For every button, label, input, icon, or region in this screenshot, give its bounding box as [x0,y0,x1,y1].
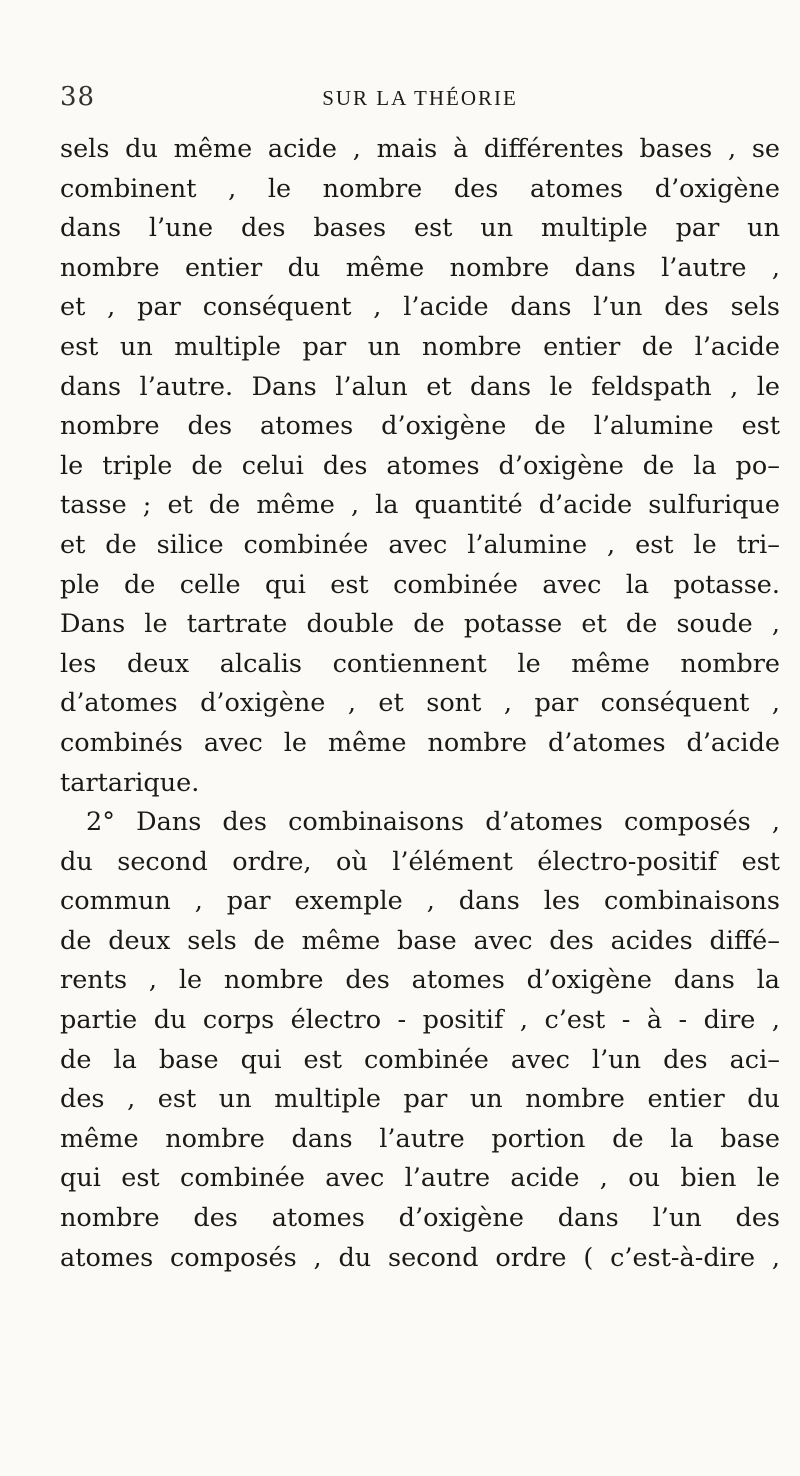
text-line: même nombre dans l’autre portion de la base [60,1123,780,1154]
text-line: nombre des atomes d’oxigène dans l’un des [60,1203,780,1234]
text-line: tartarique. [60,767,200,798]
text-line: de deux sels de même base avec des acides diffé– [60,925,780,956]
text-line: est un multiple par un nombre entier de l’acide [60,331,780,362]
text-line: d’atomes d’oxigène , et sont , par conséquent , [60,688,780,719]
page-header [60,82,780,122]
text-line: et de silice combinée avec l’alumine , est le tri– [60,529,780,560]
text-line: qui est combinée avec l’autre acide , ou bien le [60,1163,780,1194]
text-line: sels du même acide , mais à différentes bases , se [60,134,780,164]
text-line: dans l’une des bases est un multiple par un [60,213,780,244]
text-line: nombre des atomes d’oxigène de l’alumine est [60,411,780,442]
text-line: rents , le nombre des atomes d’oxigène dans la [60,965,780,996]
text-line: Dans le tartrate double de potasse et de soude , [60,609,780,640]
body-text [60,130,780,1278]
text-line: commun , par exemple , dans les combinaisons [60,886,780,917]
text-line: tasse ; et de même , la quantité d’acide sulfurique [60,490,780,521]
text-line: le triple de celui des atomes d’oxigène de la po– [60,450,780,481]
text-line: combinés avec le même nombre d’atomes d’acide [60,727,780,758]
text-line: de la base qui est combinée avec l’un des aci– [60,1044,780,1075]
text-line: atomes composés , du second ordre ( c’est-à-dire , [60,1242,780,1273]
text-line: les deux alcalis contiennent le même nombre [60,648,780,679]
text-line: partie du corps électro - positif , c’est - à - dire , [60,1005,780,1036]
text-line: des , est un multiple par un nombre entier du [60,1084,780,1115]
running-head: SUR LA THÉORIE [322,86,518,110]
text-line: combinent , le nombre des atomes d’oxigène [60,173,780,204]
text-line: 2° Dans des combinaisons d’atomes composés , [86,807,780,838]
text-line: du second ordre, où l’élément électro-positif est [60,846,780,877]
text-line: ple de celle qui est combinée avec la potasse. [60,569,780,600]
text-line: et , par conséquent , l’acide dans l’un des sels [60,292,780,323]
text-line: nombre entier du même nombre dans l’autre , [60,252,780,283]
text-line: dans l’autre. Dans l’alun et dans le feldspath , le [60,371,780,402]
page-number: 38 [60,82,96,112]
